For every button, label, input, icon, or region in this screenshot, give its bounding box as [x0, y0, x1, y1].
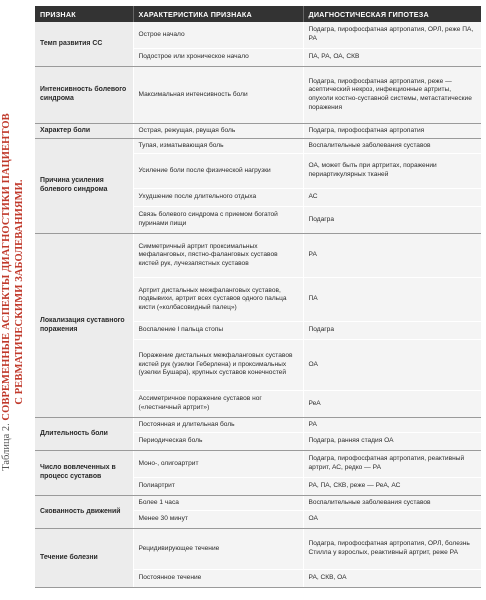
- table-row: [35, 22, 481, 49]
- table-body: [35, 22, 481, 588]
- characteristic-cell: Связь болевого синдрома с приемом богатой пуринами пищи: [133, 207, 303, 234]
- hypothesis-cell: ОА, может быть при артритах, поражении периартикулярных тканей: [303, 154, 481, 189]
- characteristic-cell: Менее 30 минут: [133, 511, 303, 529]
- characteristic-cell: Острая, режущая, рвущая боль: [133, 124, 303, 139]
- hypothesis-cell: ОА: [303, 511, 481, 529]
- hypothesis-cell: Подагра, пирофосфатная артропатия: [303, 124, 481, 139]
- table-caption: [0, 0, 32, 600]
- hypothesis-cell: РА: [303, 418, 481, 433]
- hypothesis-cell: Воспалительные заболевания суставов: [303, 139, 481, 154]
- feature-cell: Длительность боли: [35, 418, 133, 451]
- hypothesis-cell: Подагра: [303, 322, 481, 340]
- table-row: [35, 234, 481, 278]
- header-feature: ПРИЗНАК: [35, 6, 133, 22]
- characteristic-cell: Острое начало: [133, 22, 303, 49]
- characteristic-cell: Подострое или хроническое начало: [133, 49, 303, 67]
- table-row: [35, 67, 481, 124]
- caption-title-line2: С РЕВМАТИЧЕСКИМИ ЗАБОЛЕВАНИЯМИ.: [14, 179, 25, 405]
- caption-label: Таблица 2.: [1, 423, 12, 471]
- feature-cell: Характер боли: [35, 124, 133, 139]
- characteristic-cell: Артрит дистальных межфаланговых суставов, подвывихи, артрит всех суставов одного пальца кисти («колбасовидный палец»): [133, 278, 303, 322]
- hypothesis-cell: Подагра, ранняя стадия ОА: [303, 433, 481, 451]
- characteristic-cell: Полиартрит: [133, 478, 303, 496]
- hypothesis-cell: Подагра, пирофосфатная артропатия, реже — асептический некроз, инфекционные артриты, опухоли костно-суставной системы, метастатические поражения: [303, 67, 481, 124]
- characteristic-cell: Периодическая боль: [133, 433, 303, 451]
- hypothesis-cell: АС: [303, 189, 481, 207]
- feature-cell: Причина усиления болевого синдрома: [35, 139, 133, 234]
- caption-title-line1: СОВРЕМЕННЫЕ АСПЕКТЫ ДИАГНОСТИКИ ПАЦИЕНТОВ: [1, 113, 12, 421]
- characteristic-cell: Поражение дистальных межфаланговых суставов кистей рук (узелки Геберлена) и проксимальных (узелки Бушара), крупных суставов конечностей: [133, 340, 303, 391]
- hypothesis-cell: Воспалительные заболевания суставов: [303, 496, 481, 511]
- hypothesis-cell: РА, ПА, СКВ, реже — РеА, АС: [303, 478, 481, 496]
- feature-cell: Локализация суставного поражения: [35, 234, 133, 418]
- characteristic-cell: Ухудшение после длительного отдыха: [133, 189, 303, 207]
- feature-cell: Течение болезни: [35, 529, 133, 588]
- hypothesis-cell: РА: [303, 234, 481, 278]
- characteristic-cell: Максимальная интенсивность боли: [133, 67, 303, 124]
- characteristic-cell: Более 1 часа: [133, 496, 303, 511]
- characteristic-cell: Ассиметричное поражение суставов ног («лестничный артрит»): [133, 391, 303, 418]
- header-row: [35, 6, 481, 22]
- hypothesis-cell: Подагра, пирофосфатная артропатия, реактивный артрит, АС, редко — РА: [303, 451, 481, 478]
- table-row: [35, 139, 481, 154]
- table-row: [35, 496, 481, 511]
- characteristic-cell: Симметричный артрит проксимальных мефаланговых, пястно-фаланговых суставов кистей рук, лучезапястных суставов: [133, 234, 303, 278]
- characteristic-cell: Постоянная и длительная боль: [133, 418, 303, 433]
- characteristic-cell: Воспаление I пальца стопы: [133, 322, 303, 340]
- hypothesis-cell: Подагра, пирофосфатная артропатия, ОРЛ, болезнь Стилла у взрослых, реактивный артрит, реже РА: [303, 529, 481, 570]
- header-hypothesis: ДИАГНОСТИЧЕСКАЯ ГИПОТЕЗА: [303, 6, 481, 22]
- header-characteristic: ХАРАКТЕРИСТИКА ПРИЗНАКА: [133, 6, 303, 22]
- characteristic-cell: Усиление боли после физической нагрузки: [133, 154, 303, 189]
- hypothesis-cell: Подагра: [303, 207, 481, 234]
- feature-cell: Интенсивность болевого синдрома: [35, 67, 133, 124]
- characteristic-cell: Постоянное течение: [133, 570, 303, 588]
- hypothesis-cell: ПА: [303, 278, 481, 322]
- table-row: [35, 451, 481, 478]
- characteristic-cell: Рецидивирующее течение: [133, 529, 303, 570]
- feature-cell: Темп развития СС: [35, 22, 133, 67]
- table-row: [35, 418, 481, 433]
- feature-cell: Число вовлеченных в процесс суставов: [35, 451, 133, 496]
- hypothesis-cell: Подагра, пирофосфатная артропатия, ОРЛ, реже ПА, РА: [303, 22, 481, 49]
- characteristic-cell: Моно-, олигоартрит: [133, 451, 303, 478]
- characteristic-cell: Тупая, изматывающая боль: [133, 139, 303, 154]
- table-row: [35, 124, 481, 139]
- table-row: [35, 529, 481, 570]
- hypothesis-cell: ОА: [303, 340, 481, 391]
- hypothesis-cell: РА, СКВ, ОА: [303, 570, 481, 588]
- hypothesis-cell: РеА: [303, 391, 481, 418]
- feature-cell: Скованность движений: [35, 496, 133, 529]
- hypothesis-cell: ПА, РА, ОА, СКВ: [303, 49, 481, 67]
- diagnostics-table: [35, 6, 481, 588]
